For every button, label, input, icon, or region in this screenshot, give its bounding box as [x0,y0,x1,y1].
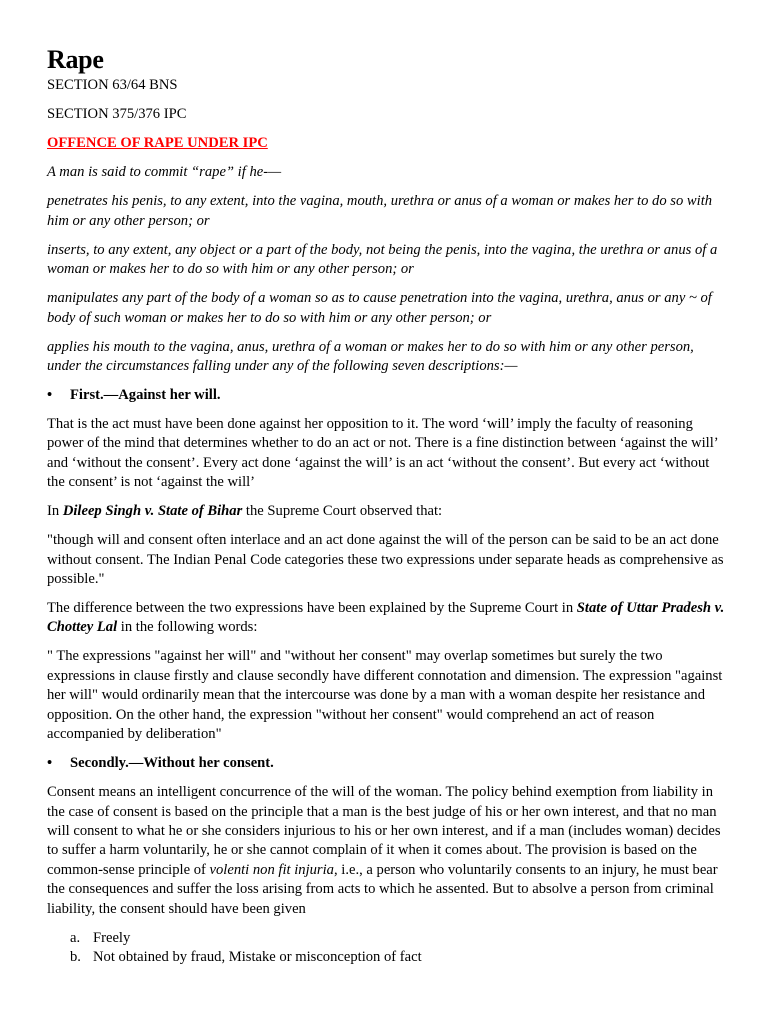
second-heading-text: Secondly.—Without her consent. [70,755,274,772]
case-chottey-post: in the following words: [117,619,258,636]
first-paragraph: That is the act must have been done against her opposition to it. The word ‘will’ imply the faculty of reasoning power of the mind that determines whether to do an act or not. There is a fine distinction between ‘against the will’ and ‘without the consent’. Every act done ‘against the will’ is an act ‘without the consent’. But every act ‘without the consent’ is not ‘against the will’ [47,416,718,491]
page-title: Rape [47,45,104,74]
bullet-dot: • [47,755,53,772]
clause-a: penetrates his penis, to any extent, into the vagina, mouth, urethra or anus of a woman or makes her to do so with him or any other person; or [47,193,713,229]
list-item [47,948,727,967]
first-heading-text: First.—Against her will. [70,387,221,404]
definition-intro: A man is said to commit “rape” if he-— [47,164,282,181]
second-heading [47,754,727,773]
case-dileep-pre: In [47,503,63,520]
list-marker: a. [70,929,81,946]
consent-paragraph [47,783,727,919]
clause-c: manipulates any part of the body of a woman so as to cause penetration into the vagina, urethra, anus or any ~ of body of such woman or makes her to do so with him or any other person; or [47,290,712,326]
section-ipc: SECTION 375/376 IPC [47,106,187,123]
case-dileep-paragraph [47,502,727,521]
section-bns: SECTION 63/64 BNS [47,77,178,93]
first-heading [47,386,727,405]
list-marker: b. [70,948,81,965]
latin-maxim: volenti non fit injuria [209,861,334,878]
consent-post: , i.e., a person who voluntarily consents to an injury, he must bear the consequences and suffer the loss arising from acts to which he assented. But to absolve a person from criminal liability, the consent should have been given [47,861,718,917]
consent-conditions-list [47,929,727,968]
list-item-text: Freely [93,929,131,946]
bullet-dot: • [47,387,53,404]
document-page [47,44,727,967]
quote-dileep: "though will and consent often interlace and an act done against the will of the person can be said to be an act done without consent. The Indian Penal Code categories these two expressions under separate heads as comprehensive as possible." [47,532,724,588]
case-chottey-paragraph [47,599,727,638]
clause-d: applies his mouth to the vagina, anus, urethra of a woman or makes her to do so with him or any other person, under the circumstances falling under any of the following seven descriptions:— [47,338,694,375]
clause-b: inserts, to any extent, any object or a part of the body, not being the penis, into the vagina, the urethra or anus of a woman or makes her to do so with him or any other person; or [47,241,718,278]
list-item-text: Not obtained by fraud, Mistake or misconception of fact [93,948,422,965]
case-dileep-post: the Supreme Court observed that: [242,503,443,520]
consent-pre: Consent means an intelligent concurrence of the will of the woman. The policy behind exemption from liability in the case of consent is based on the principle that a man is the best judge of his or her own interest, and that no man will consent to what he or she considers injurious to his or her own interest, and if a man (includes woman) decides to suffer a harm voluntarily, he or she cannot complain of it when it comes about. The provision is based on the common-sense principle of [47,784,721,878]
list-item [47,929,727,948]
offence-heading: OFFENCE OF RAPE UNDER IPC [47,135,268,152]
case-dileep-name: Dileep Singh v. State of Bihar [62,503,243,520]
case-chottey-pre: The difference between the two expressions have been explained by the Supreme Court in [47,600,577,617]
case-chottey-name: State of Uttar Pradesh v. Chottey Lal [47,600,725,636]
quote-chottey: " The expressions "against her will" and "without her consent" may overlap sometimes but surely the two expressions in clause firstly and clause secondly have different connotation and dimension. The expression "against her will" would ordinarily mean that the intercourse was done by a man with a woman despite her resistance and opposition. On the other hand, the expression "without her consent" would comprehend an act of reason accompanied by deliberation" [47,648,723,743]
